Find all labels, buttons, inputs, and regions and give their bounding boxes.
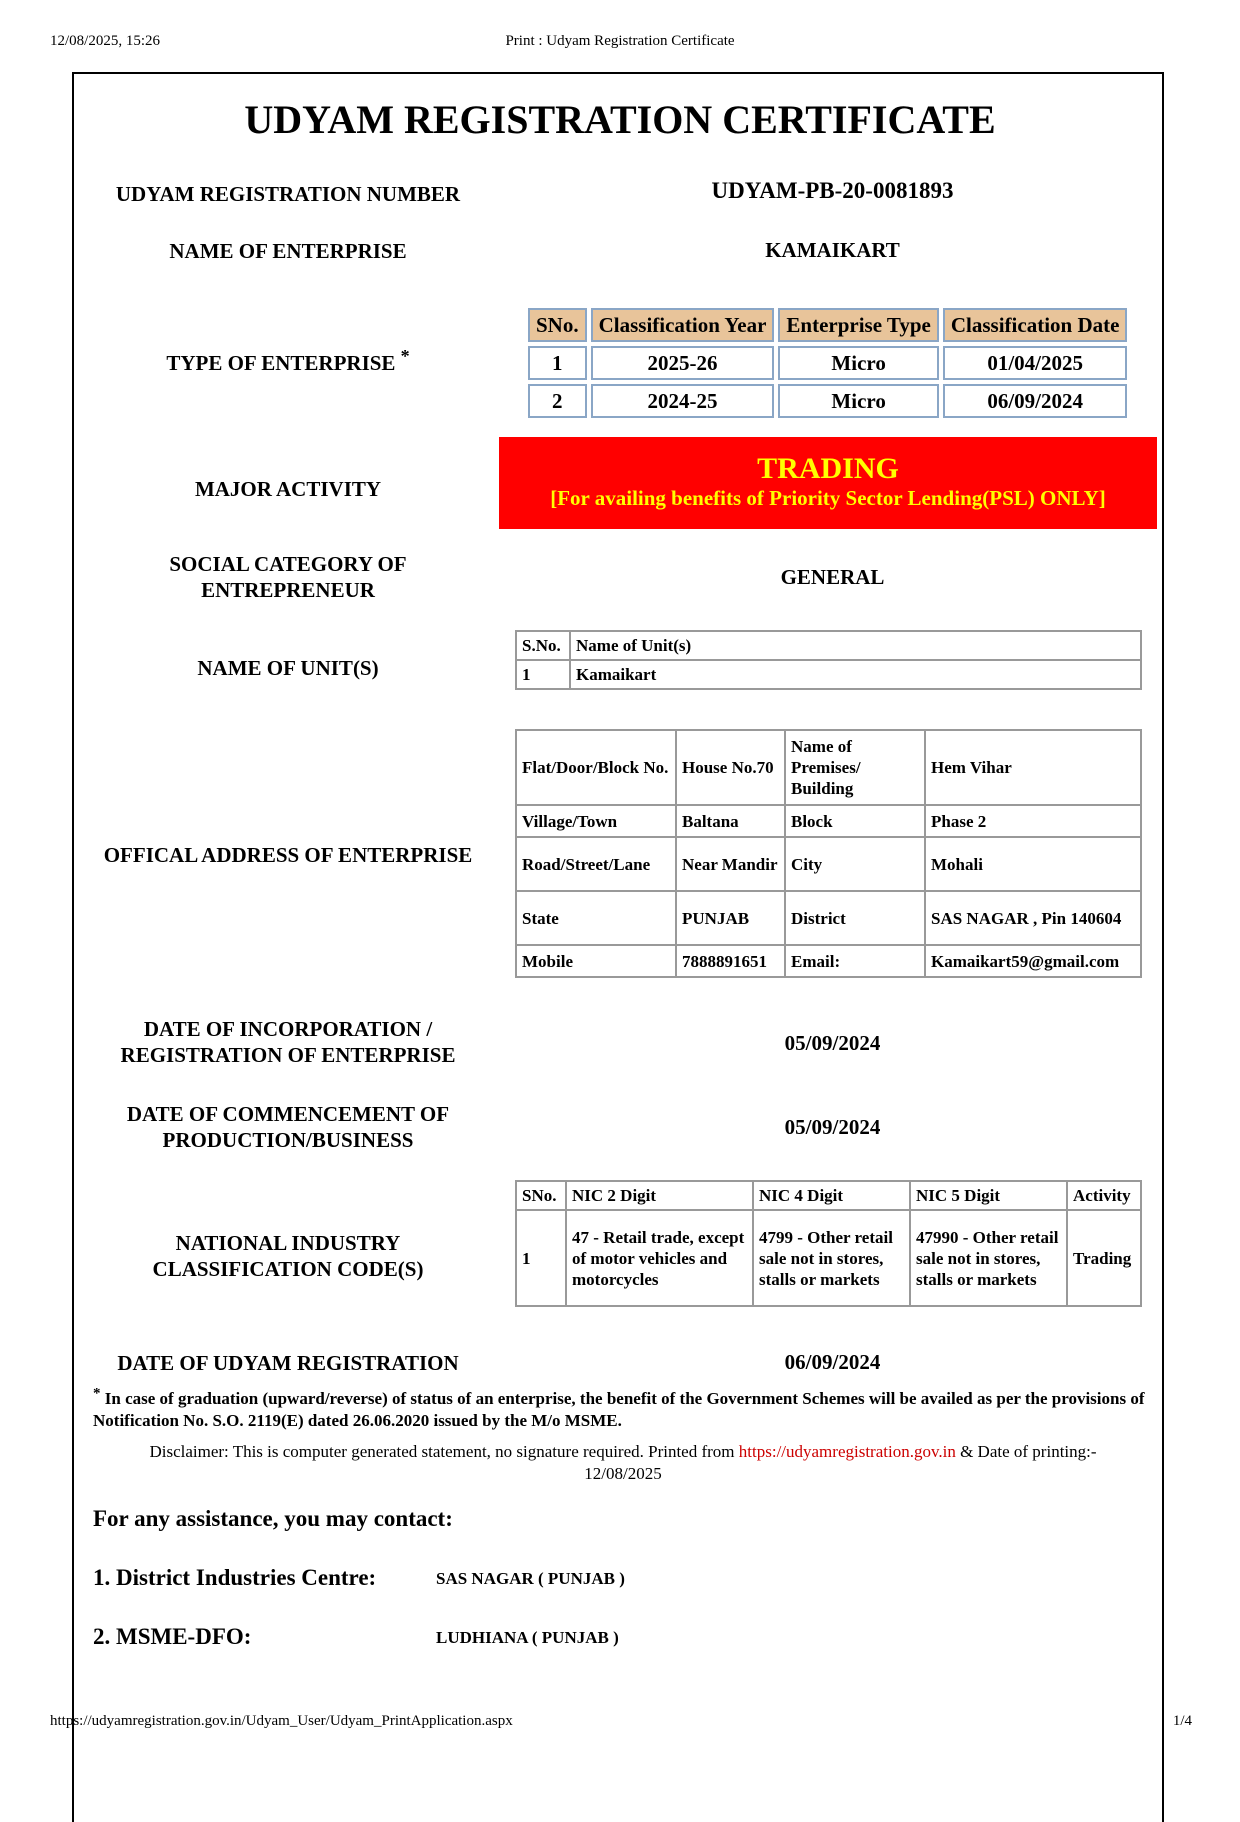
table-cell: Phase 2: [925, 805, 1141, 837]
major-activity-note: [For availing benefits of Priority Sector Lending(PSL) ONLY]: [550, 486, 1106, 510]
classification-table: [524, 304, 1131, 422]
classification-header: Enterprise Type: [778, 308, 938, 342]
units-label: NAME OF UNIT(S): [197, 656, 379, 680]
type-label-text: TYPE OF ENTERPRISE: [166, 351, 396, 375]
nic-header: Activity: [1067, 1181, 1141, 1210]
table-cell: 1: [516, 1210, 566, 1306]
major-activity-label: MAJOR ACTIVITY: [194, 477, 382, 501]
nic-label: [88, 1230, 488, 1282]
print-date: 12/08/2025: [584, 1464, 662, 1483]
table-cell: Block: [785, 805, 925, 837]
disclaimer-link[interactable]: https://udyamregistration.gov.in: [738, 1442, 956, 1461]
commencement-label-line2: PRODUCTION/BUSINESS: [162, 1128, 414, 1152]
note-star: *: [93, 1385, 101, 1402]
contact-msme-label: 2. MSME-DFO:: [93, 1624, 252, 1649]
table-cell: Micro: [778, 384, 938, 418]
table-cell: 47 - Retail trade, except of motor vehicles and motorcycles: [566, 1210, 753, 1306]
udyam-date-label: DATE OF UDYAM REGISTRATION: [117, 1351, 459, 1375]
table-cell: 4799 - Other retail sale not in stores, stalls or markets: [753, 1210, 910, 1306]
table-cell: Mohali: [925, 837, 1141, 891]
classification-header: Classification Date: [943, 308, 1128, 342]
contact-msme-value: LUDHIANA ( PUNJAB ): [436, 1628, 619, 1647]
commencement-date: 05/09/2024: [784, 1115, 881, 1139]
address-label: OFFICAL ADDRESS OF ENTERPRISE: [103, 843, 473, 867]
footer-page: 1/4: [1172, 1713, 1192, 1729]
table-cell: House No.70: [676, 730, 785, 805]
disclaimer: [93, 1441, 1153, 1485]
table-cell: 1: [516, 660, 570, 689]
table-cell: State: [516, 891, 676, 945]
table-row: [516, 805, 1141, 837]
enterprise-name: KAMAIKART: [765, 238, 900, 262]
table-cell: 01/04/2025: [943, 346, 1128, 380]
classification-header: SNo.: [528, 308, 587, 342]
table-cell: Trading: [1067, 1210, 1141, 1306]
table-cell: PUNJAB: [676, 891, 785, 945]
certificate-title: UDYAM REGISTRATION CERTIFICATE: [244, 97, 996, 142]
table-cell: District: [785, 891, 925, 945]
table-cell: 06/09/2024: [943, 384, 1128, 418]
nic-header: NIC 2 Digit: [566, 1181, 753, 1210]
contact-heading: For any assistance, you may contact:: [93, 1506, 453, 1531]
table-cell: 7888891651: [676, 945, 785, 977]
table-row: [516, 1210, 1141, 1306]
social-category-label-line2: ENTREPRENEUR: [201, 578, 375, 602]
address-table: [515, 729, 1142, 978]
table-row: [516, 891, 1141, 945]
table-cell: Name of Premises/ Building: [785, 730, 925, 805]
table-cell: SAS NAGAR , Pin 140604: [925, 891, 1141, 945]
nic-header-row: [516, 1181, 1141, 1210]
units-header-row: [516, 631, 1141, 660]
incorporation-label: [88, 1016, 488, 1068]
nic-label-line2: CLASSIFICATION CODE(S): [152, 1257, 424, 1281]
table-cell: Near Mandir: [676, 837, 785, 891]
table-cell: 1: [528, 346, 587, 380]
classification-header-row: [528, 308, 1127, 342]
table-cell: 47990 - Other retail sale not in stores, stalls or markets: [910, 1210, 1067, 1306]
units-header: Name of Unit(s): [570, 631, 1141, 660]
footer-url: https://udyamregistration.gov.in/Udyam_User/Udyam_PrintApplication.aspx: [50, 1713, 513, 1729]
table-row: [516, 945, 1141, 977]
print-datetime: 12/08/2025, 15:26: [50, 33, 161, 49]
nic-header: NIC 5 Digit: [910, 1181, 1067, 1210]
incorporation-label-line2: REGISTRATION OF ENTERPRISE: [120, 1043, 456, 1067]
table-cell: Baltana: [676, 805, 785, 837]
table-cell: Road/Street/Lane: [516, 837, 676, 891]
table-cell: Email:: [785, 945, 925, 977]
social-category-label: [88, 551, 488, 603]
enterprise-name-label: NAME OF ENTERPRISE: [169, 239, 407, 263]
print-title: Print : Udyam Registration Certificate: [505, 33, 735, 49]
graduation-note: [93, 1385, 1153, 1432]
note-text: In case of graduation (upward/reverse) of status of an enterprise, the benefit of the Government Schemes will be availed as per the provisions of Notification No. S.O. 2119(E) dated 26.06.2020 issued by the M/o MSME.: [93, 1389, 1145, 1430]
table-cell: Micro: [778, 346, 938, 380]
table-cell: Kamaikart59@gmail.com: [925, 945, 1141, 977]
table-row: [516, 660, 1141, 689]
table-cell: 2: [528, 384, 587, 418]
classification-header: Classification Year: [591, 308, 775, 342]
udyam-date: 06/09/2024: [784, 1350, 881, 1374]
incorporation-date: 05/09/2024: [784, 1031, 881, 1055]
nic-header: SNo.: [516, 1181, 566, 1210]
social-category: GENERAL: [780, 565, 885, 589]
incorporation-label-line1: DATE OF INCORPORATION /: [143, 1017, 433, 1041]
commencement-label-line1: DATE OF COMMENCEMENT OF: [126, 1102, 450, 1126]
table-cell: Hem Vihar: [925, 730, 1141, 805]
social-category-label-line1: SOCIAL CATEGORY OF: [169, 552, 407, 576]
major-activity-box: [499, 437, 1157, 529]
units-table: [515, 630, 1142, 690]
table-cell: Kamaikart: [570, 660, 1141, 689]
type-label: [88, 346, 488, 376]
table-row: [528, 346, 1127, 380]
table-cell: 2024-25: [591, 384, 775, 418]
table-row: [516, 730, 1141, 805]
nic-table: [515, 1180, 1142, 1307]
table-cell: Village/Town: [516, 805, 676, 837]
type-star: *: [400, 346, 410, 366]
nic-header: NIC 4 Digit: [753, 1181, 910, 1210]
contact-dic-label: 1. District Industries Centre:: [93, 1565, 377, 1590]
contact-dic-value: SAS NAGAR ( PUNJAB ): [436, 1569, 625, 1588]
disclaimer-suffix: & Date of printing:-: [960, 1442, 1097, 1461]
nic-label-line1: NATIONAL INDUSTRY: [175, 1231, 401, 1255]
table-row: [528, 384, 1127, 418]
table-row: [516, 837, 1141, 891]
table-cell: City: [785, 837, 925, 891]
reg-number-label: UDYAM REGISTRATION NUMBER: [115, 182, 461, 206]
table-cell: 2025-26: [591, 346, 775, 380]
table-cell: Flat/Door/Block No.: [516, 730, 676, 805]
commencement-label: [88, 1101, 488, 1153]
table-cell: Mobile: [516, 945, 676, 977]
units-header: S.No.: [516, 631, 570, 660]
major-activity-value: TRADING: [757, 452, 899, 485]
disclaimer-text: Disclaimer: This is computer generated statement, no signature required. Printed from: [149, 1442, 735, 1461]
reg-number: UDYAM-PB-20-0081893: [711, 178, 954, 203]
